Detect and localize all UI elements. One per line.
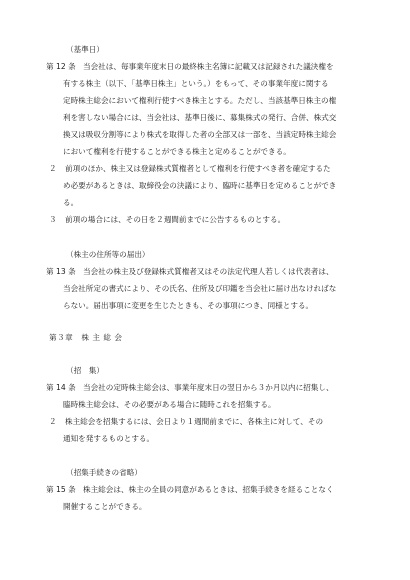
- article-14-line: 臨時株主総会は、その必要がある場合に随時これを招集する。: [63, 400, 276, 409]
- paragraph-line: 前項の場合には、その日を２週間前までに公告するものとする。: [65, 215, 286, 224]
- paragraph-number: ３: [49, 215, 57, 224]
- paragraph-line: 通知を発するものとする。: [63, 434, 155, 443]
- chapter-3-title: 第３章 株 主 総 会: [49, 333, 123, 342]
- article-12-first-line: [46, 61, 334, 72]
- article-13-line: 当会社所定の書式により、その氏名、住所及び印鑑を当会社に届け出なければな: [63, 284, 337, 293]
- article-14-paragraph-2: [49, 416, 323, 427]
- article-14-first-line: [46, 382, 334, 393]
- article-14-heading: （招 集）: [66, 366, 104, 375]
- article-12-line: 定時株主総会において権利行使すべき株主とする。ただし、当該基準日株主の権: [63, 96, 337, 105]
- article-12-number: 第 12 条: [46, 62, 76, 71]
- article-12-line: 有する株主（以下、「基準日株主」という。）をもって、その事業年度に関する: [63, 79, 329, 88]
- article-15-first-line: [46, 484, 334, 495]
- paragraph-number: ２: [49, 417, 57, 426]
- article-13-line: らない。届出事項に変更を生じたときも、その事項につき、同様とする。: [63, 301, 314, 310]
- article-15-number: 第 15 条: [46, 485, 76, 494]
- article-12-paragraph-2: [49, 163, 331, 174]
- article-15-line: 株主総会は、株主の全員の同意があるときは、招集手続きを経ることなく: [83, 485, 334, 494]
- article-12-paragraph-3: [49, 214, 285, 225]
- article-13-first-line: [46, 266, 334, 277]
- paragraph-line: め必要があるときは、取締役会の決議により、臨時に基準日を定めることができ: [63, 181, 337, 190]
- article-13-number: 第 13 条: [46, 267, 76, 276]
- paragraph-line: 株主総会を招集するには、会日より１週間前までに、各株主に対して、その: [65, 417, 324, 426]
- article-13-line: 当会社の株主及び登録株式質権者又はその法定代理人若しくは代表者は、: [83, 267, 334, 276]
- article-15-heading: （招集手続きの省略）: [66, 468, 142, 477]
- paragraph-line: 前項のほか、株主又は登録株式質権者として権利を行使すべき者を確定するた: [65, 164, 331, 173]
- article-12-heading: （基準日）: [66, 45, 104, 54]
- article-15-line: 開催することができる。: [63, 502, 147, 511]
- paragraph-number: ２: [49, 164, 57, 173]
- article-12-line: において権利を行使することができる株主と定めることができる。: [63, 147, 291, 156]
- article-13-heading: （株主の住所等の届出）: [66, 250, 150, 259]
- paragraph-line: る。: [63, 198, 79, 207]
- article-12-line: 当会社は、毎事業年度末日の最終株主名簿に記載又は記録された議決権を: [83, 62, 334, 71]
- article-12-line: 利を害しない場合には、当会社は、基準日後に、募集株式の発行、合併、株式交: [63, 113, 337, 122]
- article-14-number: 第 14 条: [46, 383, 76, 392]
- article-14-line: 当会社の定時株主総会は、事業年度末日の翌日から３か月以内に招集し、: [83, 383, 334, 392]
- article-12-line: 換又は吸収分割等により株式を取得した者の全部又は一部を、当該定時株主総会: [63, 130, 337, 139]
